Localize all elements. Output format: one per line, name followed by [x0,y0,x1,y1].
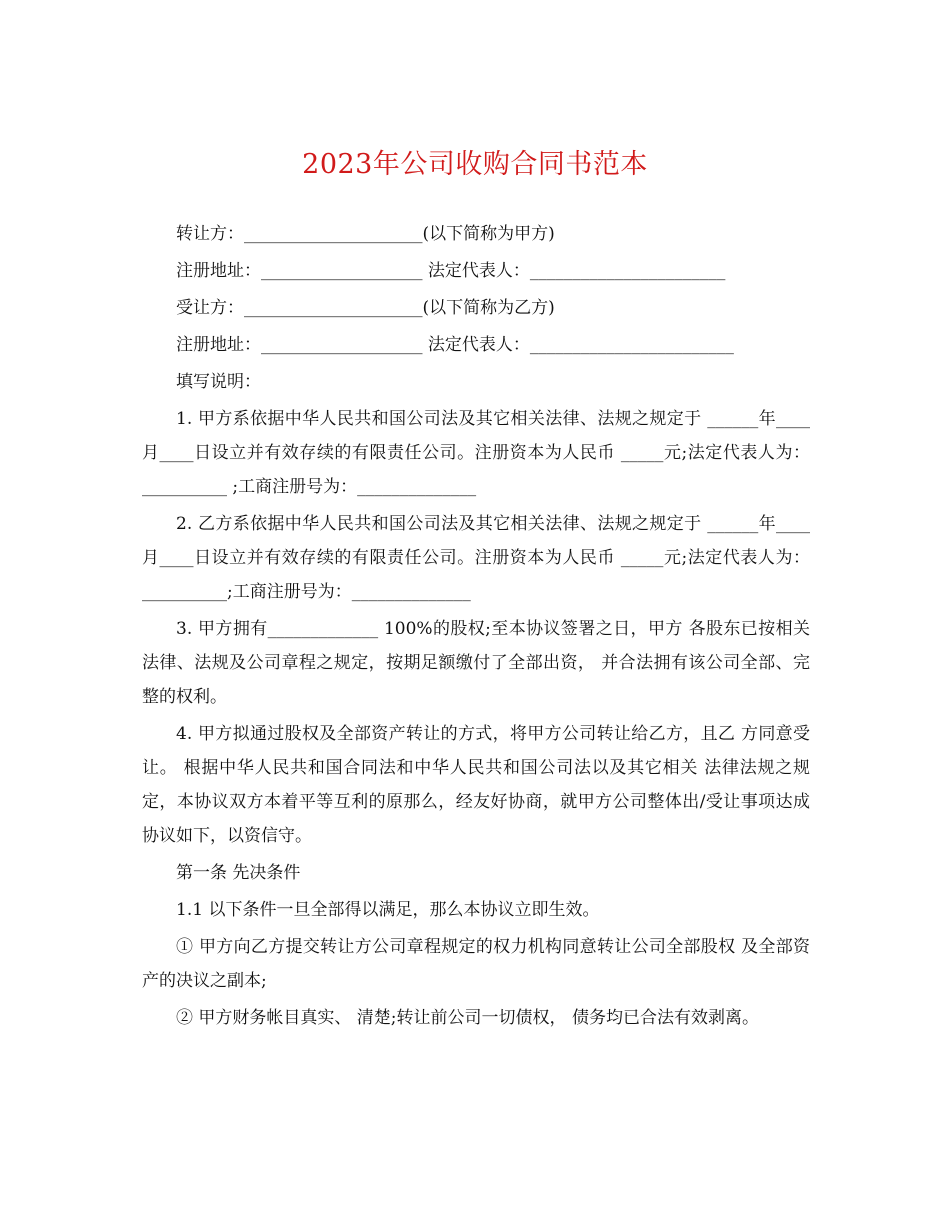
clause-4: 4. 甲方拟通过股权及全部资产转让的方式，将甲方公司转让给乙方，且乙 方同意受让。 根据中华人民共和国合同法和中华人民共和国公司法以及其它相关 法律法规之规定，本协议双方本着平等互利的原那么，经友好协商，就甲方公司整体出/受让事项达成协议如下，以资信守。 [142,724,810,846]
transferor-line: 转让方：_____________________(以下简称为甲方) [176,224,555,244]
fill-note-heading: 填写说明： [176,372,261,392]
article-1-heading: 第一条 先决条件 [176,863,301,883]
address-line-a: 注册地址：___________________ 法定代表人：_______________________ [176,261,726,281]
article-1-item-2: ② 甲方财务帐目真实、 清楚;转让前公司一切债权， 债务均已合法有效剥离。 [176,1008,759,1028]
clause-3: 3. 甲方拥有_____________ 100%的股权;至本协议签署之日，甲方 各股东已按相关法律、法规及公司章程之规定，按期足额缴付了全部出资， 并合法拥有该公司全部、完整的权利。 [142,619,810,707]
document-title: 2023年公司收购合同书范本 [302,149,648,180]
document-body [142,217,810,1035]
article-1-1: 1.1 以下条件一旦全部得以满足，那么本协议立即生效。 [176,900,600,920]
address-line-b: 注册地址：___________________ 法定代表人：________________________ [176,335,734,355]
article-1-item-1: ① 甲方向乙方提交转让方公司章程规定的权力机构同意转让公司全部股权 及全部资产的决议之副本; [142,937,810,991]
clause-2: 2. 乙方系依据中华人民共和国公司法及其它相关法律、法规之规定于 ______年____月____日设立并有效存续的有限责任公司。注册资本为人民币 _____元;法定代表人为：__________;工商注册号为：______________ [142,514,810,602]
transferee-line: 受让方：_____________________(以下简称为乙方) [176,298,555,318]
clause-1: 1. 甲方系依据中华人民共和国公司法及其它相关法律、法规之规定于 ______年____月____日设立并有效存续的有限责任公司。注册资本为人民币 _____元;法定代表人为：__________ ;工商注册号为：______________ [142,409,810,497]
